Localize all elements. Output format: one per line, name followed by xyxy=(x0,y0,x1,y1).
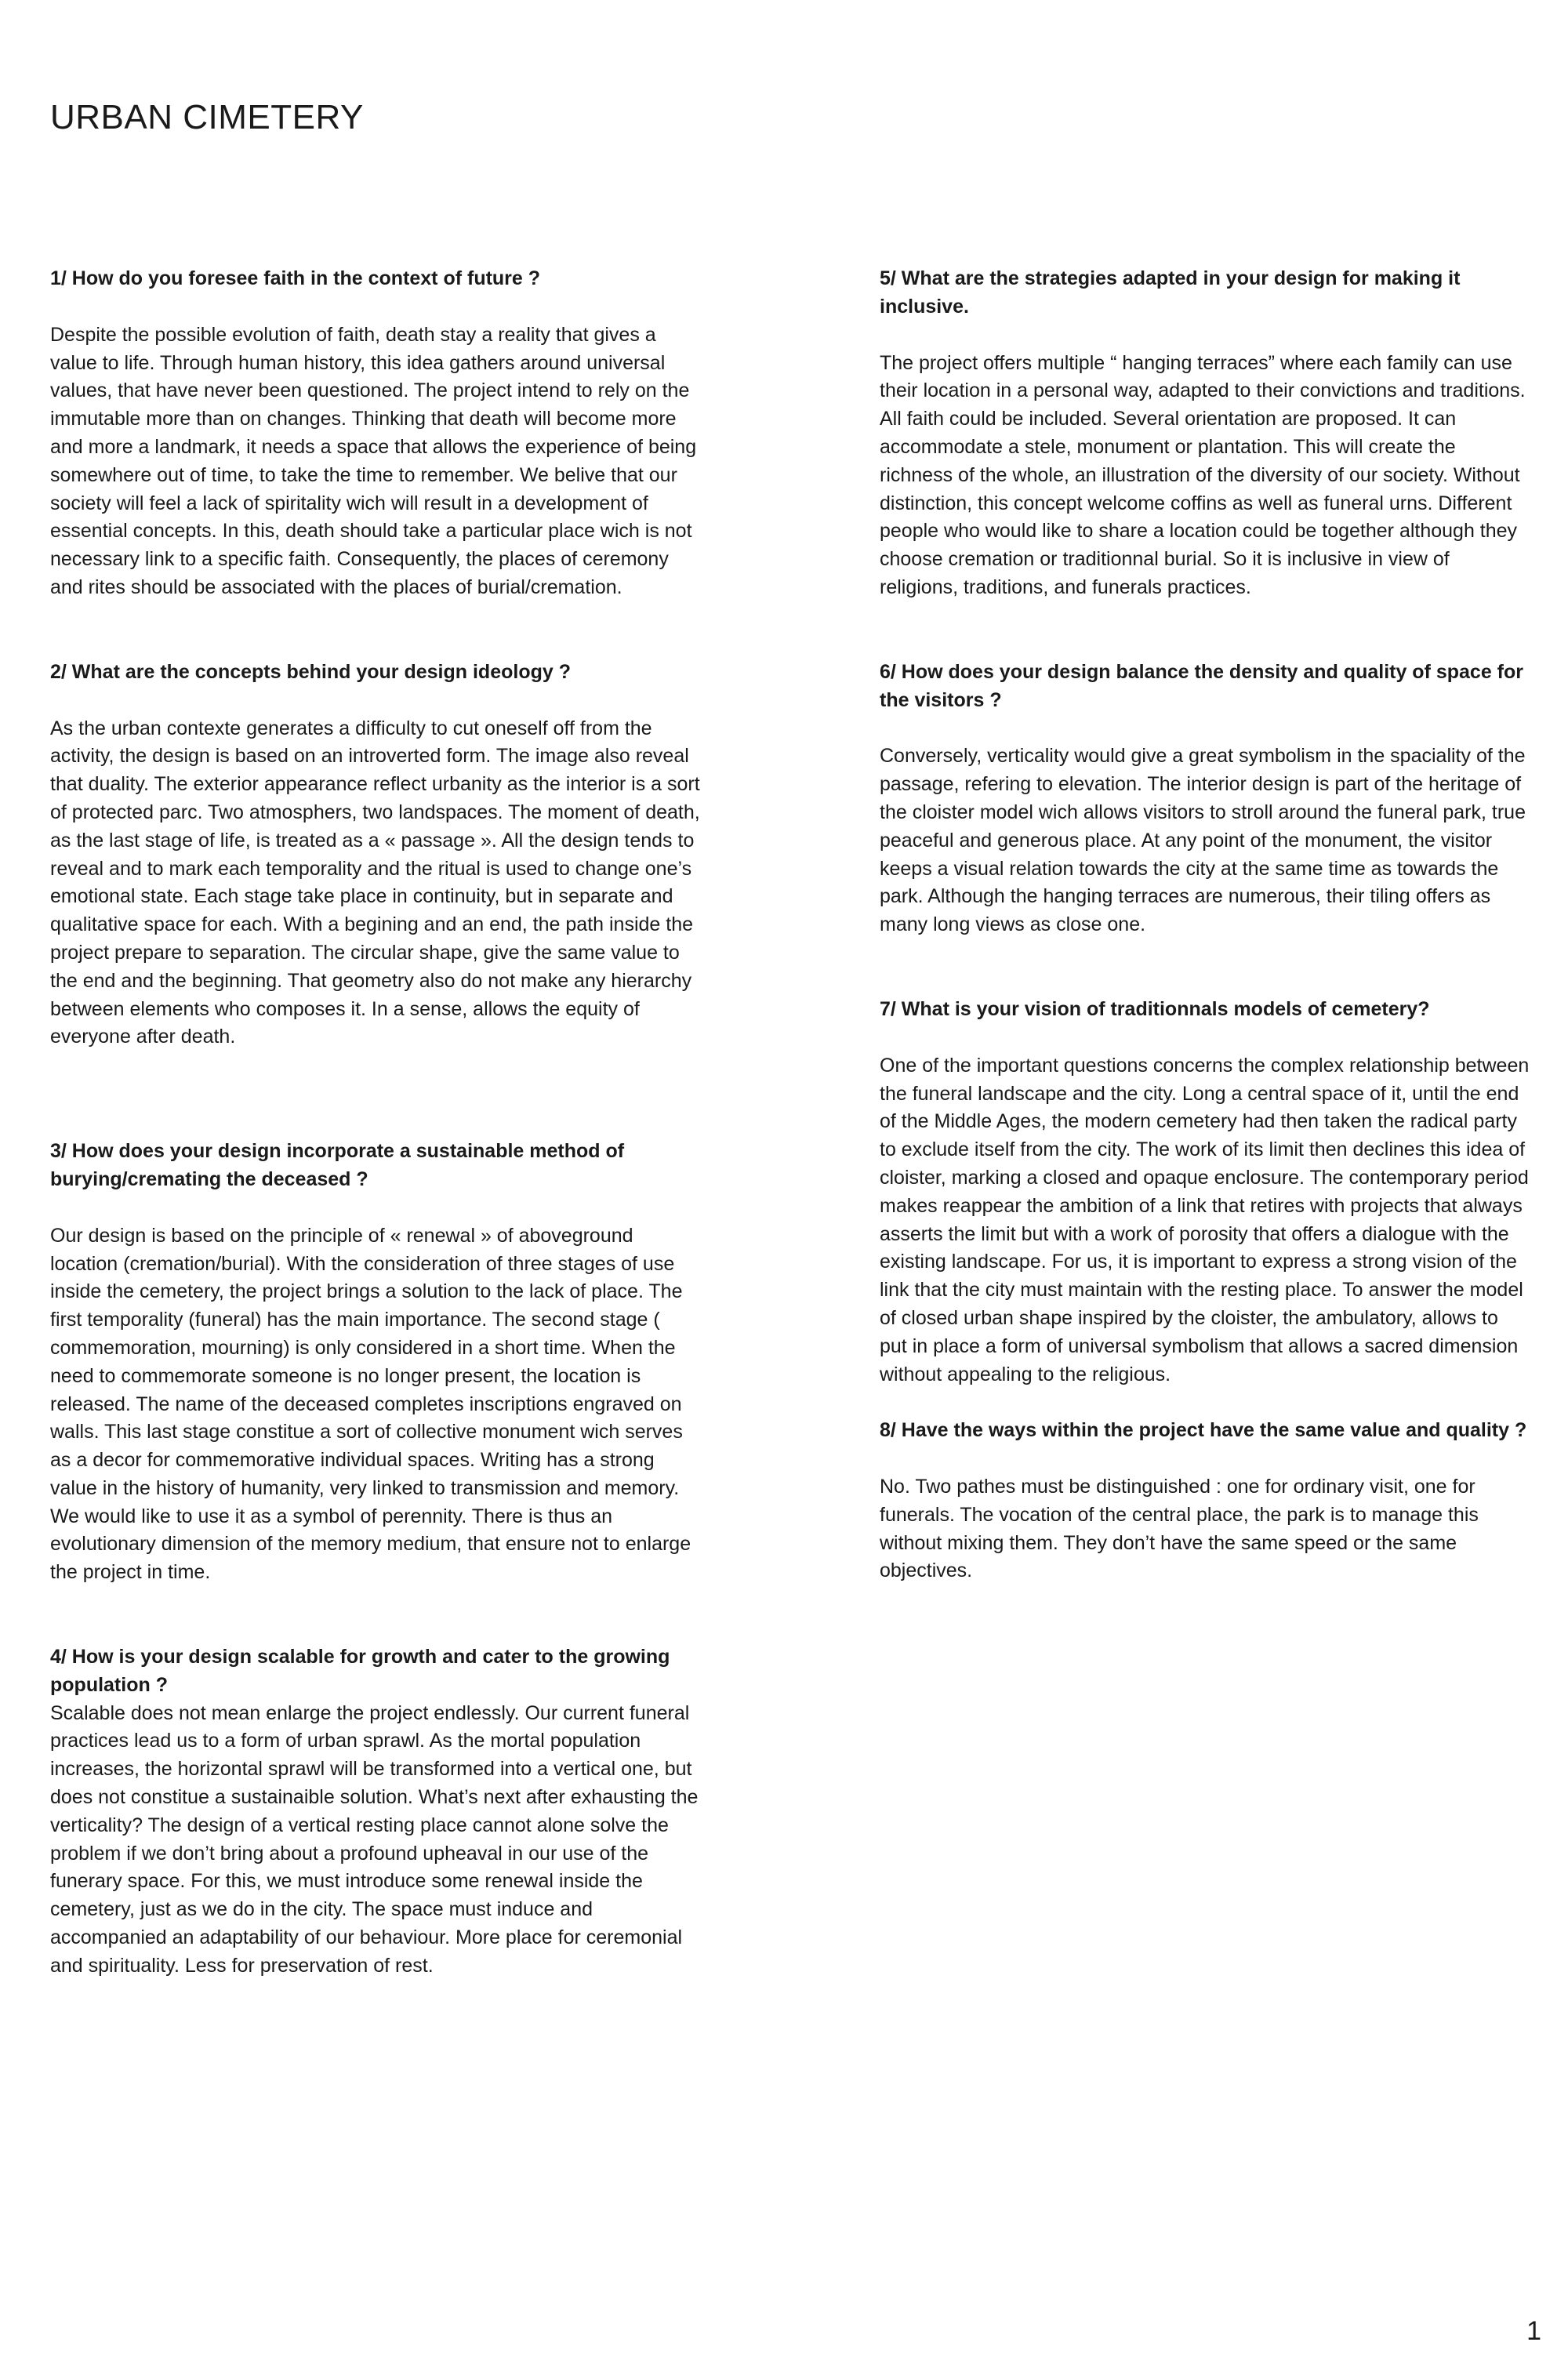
answer-5: The project offers multiple “ hanging terraces” where each family can use their location in a personal way, adapted to their convictions and traditions. All faith could be included. Several orientation are proposed. It can accommodate a stele, monument or plantation. This will create the richness of the whole, an illustration of the diversity of our society. Without distinction, this concept welcome coffins as well as funeral urns. Different people who would like to share a location could be together although they choose cremation or traditionnal burial. So it is inclusive in view of religions, traditions, and funerals practices. xyxy=(880,351,1526,598)
question-2: 2/ What are the concepts behind your design ideology ? xyxy=(50,660,571,683)
answer-7: One of the important questions concerns the complex relationship between the funeral landscape and the city. Long a central space of it, until the end of the Middle Ages, the modern cemetery had then taken the radical party to exclude itself from the city. The work of its limit then declines this idea of cloister, marking a closed and opaque enclosure. The contemporary period makes reappear the ambition of a link that retires with projects that always asserts the limit but with a work of porosity that offers a dialogue with the existing landscape. For us, it is important to express a strong vision of the link that the city must maintain with the resting place. To answer the model of closed urban shape inspired by the cloister, the ambulatory, allows to put in place a form of universal symbolism that allows a sacred dimension without appealing to the religious. xyxy=(880,1054,1530,1385)
answer-3: Our design is based on the principle of « renewal » of aboveground location (cremation/burial). With the consideration of three stages of use inside the cemetery, the project brings a solution to the lack of place. The first temporality (funeral) has the main importance. The second stage ( commemoration, mourning) is only considered in a short time. When the need to commemorate someone is no longer present, the location is released. The name of the deceased completes inscriptions engraved on walls. This last stage constitue a sort of collective monument wich serves as a decor for commemorative individual spaces. Writing has a strong value in the history of humanity, very linked to transmission and memory. We would like to use it as a symbol of perennity. There is thus an evolutionary dimension of the memory medium, that ensure not to enlarge the project in time. xyxy=(50,1224,691,1584)
answer-2: As the urban contexte generates a difficulty to cut oneself off from the activity, the design is based on an introverted form. The image also reveal that duality. The exterior appearance reflect urbanity as the interior is a sort of protected parc. Two atmosphers, two landspaces. The moment of death, as the last stage of life, is treated as a « passage ». All the design tends to reveal and to mark each temporality and the ritual is used to change one’s emotional state. Each stage take place in continuity, but in separate and qualitative space for each. With a begining and an end, the path inside the project prepare to separation. The circular shape, give the same value to the end and the beginning. That geometry also do not make any hierarchy between elements who composes it. In a sense, allows the equity of everyone after death. xyxy=(50,717,700,1048)
section-4 xyxy=(50,1643,701,1981)
answer-8: No. Two pathes must be distinguished : one for ordinary visit, one for funerals. The vocation of the central place, the park is to manage this without mixing them. They don’t have the same speed or the same objectives. xyxy=(880,1476,1479,1582)
section-8 xyxy=(880,1417,1530,1585)
section-6 xyxy=(880,659,1530,939)
section-1 xyxy=(50,265,701,602)
answer-6: Conversely, verticality would give a great symbolism in the spaciality of the passage, refering to elevation. The interior design is part of the heritage of the cloister model wich allows visitors to stroll around the funeral park, true peaceful and generous place. At any point of the monument, the visitor keeps a visual relation towards the city at the same time as towards the park. Although the hanging terraces are numerous, their tiling offers as many long views as close one. xyxy=(880,745,1526,936)
left-column xyxy=(50,265,701,1981)
answer-1: Despite the possible evolution of faith, death stay a reality that gives a value to life. Through human history, this idea gathers around universal values, that have never been questioned. The project intend to rely on the immutable more than on changes. Thinking that death will become more and more a landmark, it needs a space that allows the experience of being somewhere out of time, to take the time to remember. We belive that our society will feel a lack of spiritality wich will result in a development of essential concepts. In this, death should take a particular place wich is not necessary link to a specific faith. Consequently, the places of ceremony and rites should be associated with the places of burial/cremation. xyxy=(50,323,697,598)
section-5 xyxy=(880,265,1530,602)
question-1: 1/ How do you foresee faith in the context of future ? xyxy=(50,267,541,289)
question-6: 6/ How does your design balance the density and quality of space for the visitors ? xyxy=(880,660,1524,711)
section-2 xyxy=(50,659,701,1051)
question-8: 8/ Have the ways within the project have the same value and quality ? xyxy=(880,1419,1527,1442)
question-5: 5/ What are the strategies adapted in your design for making it inclusive. xyxy=(880,267,1461,318)
question-7: 7/ What is your vision of traditionnals models of cemetery? xyxy=(880,997,1430,1020)
question-3: 3/ How does your design incorporate a sustainable method of burying/cremating the deceased ? xyxy=(50,1140,625,1190)
page-title: URBAN CIMETERY xyxy=(50,98,364,136)
section-3 xyxy=(50,1138,701,1587)
answer-4: Scalable does not mean enlarge the project endlessly. Our current funeral practices lead us to a form of urban sprawl. As the mortal population increases, the horizontal sprawl will be transformed into a vertical one, but does not constitue a sustainaible solution. What’s next after exhausting the verticality? The design of a vertical resting place cannot alone solve the problem if we don’t bring about a profound upheaval in our use of the funerary space. For this, we must introduce some renewal inside the cemetery, just as we do in the city. The space must induce and accompanied an adaptability of our behaviour. More place for ceremonial and spirituality. Less for preservation of rest. xyxy=(50,1701,699,1977)
section-7 xyxy=(880,996,1530,1389)
question-4: 4/ How is your design scalable for growth and cater to the growing population ? xyxy=(50,1646,670,1696)
page-number: 1 xyxy=(1526,2316,1541,2346)
right-column xyxy=(880,265,1530,1585)
